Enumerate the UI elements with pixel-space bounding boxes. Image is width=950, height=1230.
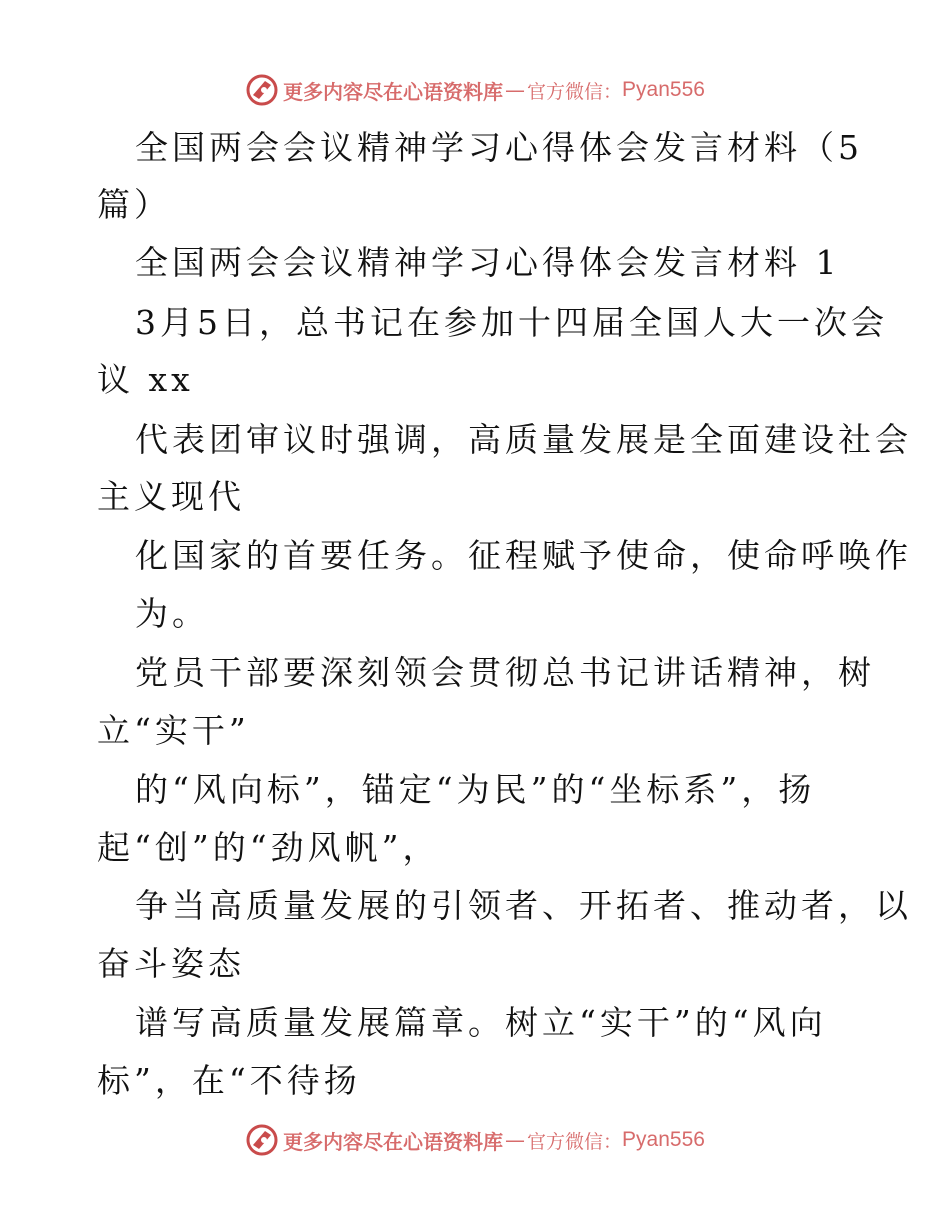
- document-line: 化国家的首要任务。征程赋予使命，使命呼唤作: [135, 536, 912, 575]
- logo-icon: [245, 1123, 279, 1157]
- document-line: 起“创”的“劲风帆”，: [97, 828, 440, 867]
- document-line: 代表团审议时强调，高质量发展是全面建设社会: [135, 420, 912, 459]
- banner-brand: 更多内容尽在心语资料库: [283, 79, 504, 104]
- document-line: 篇）: [97, 185, 171, 224]
- footer-banner: [0, 1120, 950, 1160]
- document-line: 3月5日，总书记在参加十四届全国人大一次会: [135, 303, 888, 342]
- document-line: 奋斗姿态: [97, 944, 245, 983]
- document-line: 争当高质量发展的引领者、开拓者、推动者，以: [135, 886, 912, 925]
- document-line: 议 xx: [97, 360, 194, 399]
- banner-dash: —: [505, 1128, 526, 1152]
- document-line: 谱写高质量发展篇章。树立“实干”的“风向: [135, 1003, 827, 1042]
- document-line: 标”，在“不待扬: [97, 1061, 361, 1100]
- document-line: 主义现代: [97, 477, 245, 516]
- banner-brand: 更多内容尽在心语资料库: [283, 1129, 504, 1154]
- banner-dash: —: [505, 78, 526, 102]
- document-line: 党员干部要深刻领会贯彻总书记讲话精神，树: [135, 653, 875, 692]
- document-line: 立“实干”: [97, 711, 250, 750]
- banner-wechat-account: Pyan556: [622, 1128, 705, 1151]
- document-line: 全国两会会议精神学习心得体会发言材料（5: [135, 128, 863, 167]
- document-line: 的“风向标”，锚定“为民”的“坐标系”，扬: [135, 770, 816, 809]
- banner-wechat-label: 官方微信：: [527, 1130, 623, 1153]
- document-line: 为。: [135, 594, 209, 633]
- banner-wechat-label: 官方微信：: [527, 80, 623, 103]
- document-line: 全国两会会议精神学习心得体会发言材料 1: [135, 243, 841, 282]
- banner-wechat-account: Pyan556: [622, 78, 705, 101]
